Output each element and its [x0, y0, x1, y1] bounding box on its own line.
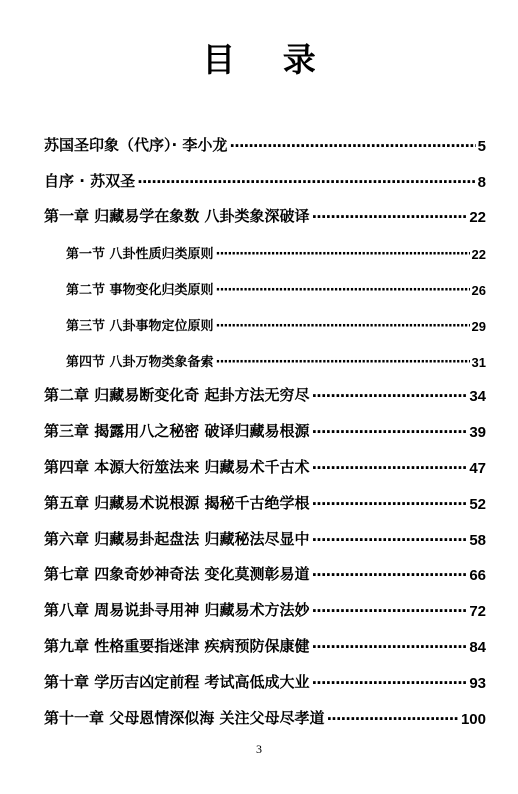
toc-entry[interactable] [44, 334, 486, 370]
dot-leader [311, 674, 467, 692]
toc-entry-label: 第四章 本源大衍筮法来 归藏易术千古术 [44, 457, 310, 476]
toc-entry-label: 第一节 八卦性质归类原则 [66, 247, 214, 263]
toc-entry-label: 第四节 八卦万物类象备索 [66, 354, 214, 370]
dot-leader [216, 283, 470, 298]
toc-entry-label: 第二章 归藏易断变化奇 起卦方法无穷尽 [44, 386, 310, 405]
toc-entry[interactable] [44, 226, 486, 262]
toc-entry[interactable] [44, 298, 486, 334]
toc-entry-page: 5 [477, 137, 486, 155]
toc-entry-page: 31 [471, 354, 486, 370]
toc-entry-page: 84 [469, 638, 486, 656]
toc-entry-label: 第七章 四象奇妙神奇法 变化莫测彰易道 [44, 565, 310, 584]
dot-leader [216, 319, 470, 334]
dot-leader [311, 638, 467, 656]
dot-leader [229, 137, 475, 155]
toc-entry-page: 22 [469, 209, 486, 227]
toc-entry-label: 第六章 归藏易卦起盘法 归藏秘法尽显中 [44, 529, 310, 548]
toc-entry[interactable] [44, 477, 486, 513]
toc-entry[interactable] [44, 584, 486, 620]
dot-leader [216, 355, 470, 370]
toc-entry-page: 72 [469, 603, 486, 621]
toc-entry-page: 47 [469, 459, 486, 477]
toc-entry[interactable] [44, 656, 486, 692]
toc-entry[interactable] [44, 262, 486, 298]
toc-entry-page: 58 [469, 531, 486, 549]
dot-leader [311, 387, 467, 405]
toc-entry[interactable] [44, 441, 486, 477]
toc-entry-label: 自序 · 苏双圣 [44, 171, 136, 190]
toc-entry-label: 第十章 学历吉凶定前程 考试高低成大业 [44, 672, 310, 691]
toc-entry[interactable] [44, 405, 486, 441]
toc-entry[interactable] [44, 549, 486, 585]
page-number: 3 [256, 742, 262, 756]
toc-entry-page: 52 [469, 495, 486, 513]
dot-leader [311, 602, 467, 620]
toc-entry-label: 苏国圣印象（代序）· 李小龙 [44, 135, 228, 154]
toc-entry[interactable] [44, 155, 486, 191]
toc-entry-page: 8 [477, 173, 486, 191]
toc-entry[interactable] [44, 370, 486, 406]
toc-entry-label: 第八章 周易说卦寻用神 归藏易术方法妙 [44, 601, 310, 620]
toc-entry-page: 93 [469, 674, 486, 692]
toc-entry-page: 34 [469, 388, 486, 406]
dot-leader [326, 710, 459, 728]
toc-entry[interactable] [44, 191, 486, 227]
dot-leader [311, 459, 467, 477]
toc-entry-page: 26 [471, 282, 486, 298]
toc-entry[interactable] [44, 692, 486, 728]
toc-entry-label: 第九章 性格重要指迷津 疾病预防保康健 [44, 636, 310, 655]
toc-entry[interactable] [44, 513, 486, 549]
toc-entry[interactable] [44, 119, 486, 155]
toc-entry-page: 22 [471, 247, 486, 263]
dot-leader [311, 495, 467, 513]
toc-entry-page: 66 [469, 567, 486, 585]
toc-entry-label: 第五章 归藏易术说根源 揭秘千古绝学根 [44, 493, 310, 512]
dot-leader [216, 247, 470, 262]
toc-entry-page: 39 [469, 424, 486, 442]
table-of-contents [44, 119, 486, 728]
toc-entry-label: 第三节 八卦事物定位原则 [66, 318, 214, 334]
dot-leader [311, 566, 467, 584]
toc-entry-page: 100 [460, 710, 486, 728]
dot-leader [311, 423, 467, 441]
dot-leader [311, 208, 467, 226]
dot-leader [311, 531, 467, 549]
toc-entry[interactable] [44, 620, 486, 656]
toc-entry-label: 第三章 揭露用八之秘密 破译归藏易根源 [44, 422, 310, 441]
toc-entry-label: 第二节 事物变化归类原则 [66, 282, 214, 298]
page-title: 目 录 [202, 40, 334, 79]
dot-leader [137, 173, 476, 191]
toc-entry-page: 29 [471, 318, 486, 334]
toc-entry-label: 第十一章 父母恩情深似海 关注父母尽孝道 [44, 708, 325, 727]
toc-entry-label: 第一章 归藏易学在象数 八卦类象深破译 [44, 207, 310, 226]
